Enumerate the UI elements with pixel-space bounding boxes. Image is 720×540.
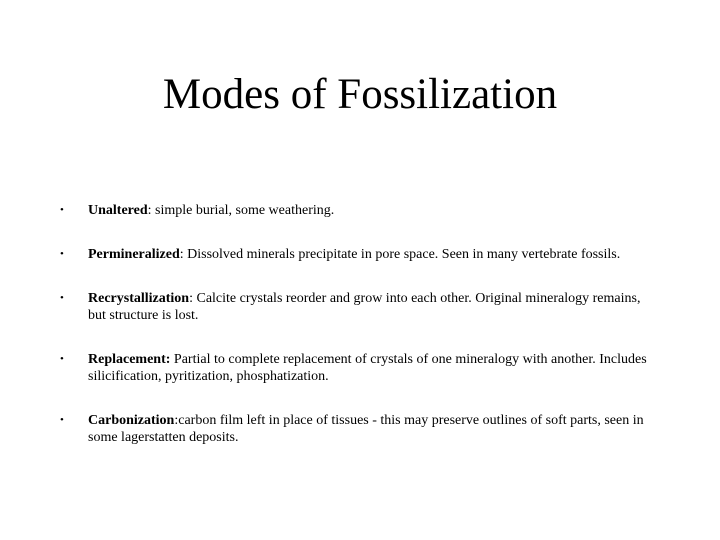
bullet-item-carbonization [60, 412, 660, 446]
bullet-icon: • [60, 414, 64, 426]
bullet-separator: : [174, 413, 179, 428]
bullet-list [60, 202, 660, 473]
bullet-item-recrystallization [60, 290, 660, 324]
slide-title: Modes of Fossilization [162, 71, 558, 118]
bullet-item-replacement [60, 351, 660, 385]
bullet-icon: • [60, 248, 64, 260]
bullet-separator: : [189, 291, 193, 306]
bullet-term: Replacement: [88, 352, 171, 367]
bullet-text: carbon film left in place of tissues - this may preserve outlines of soft parts, seen in some lagerstatten deposits. [88, 413, 644, 445]
bullet-text: simple burial, some weathering. [151, 203, 335, 218]
bullet-separator: : [179, 247, 184, 262]
bullet-separator: : [147, 203, 152, 218]
bullet-icon: • [60, 204, 64, 216]
bullet-item-unaltered [60, 202, 660, 219]
bullet-text: Partial to complete replacement of crystals of one mineralogy with another. Includes silicification, pyritization, phosphatization. [88, 352, 647, 384]
bullet-text: Calcite crystals reorder and grow into each other. Original mineralogy remains, but structure is lost. [88, 291, 641, 323]
bullet-icon: • [60, 353, 64, 365]
bullet-term: Carbonization [88, 413, 175, 428]
bullet-icon: • [60, 292, 64, 304]
bullet-term: Permineralized [88, 247, 180, 262]
bullet-term: Unaltered [88, 203, 148, 218]
bullet-text: Dissolved minerals precipitate in pore space. Seen in many vertebrate fossils. [183, 247, 621, 262]
bullet-item-permineralized [60, 246, 660, 263]
bullet-term: Recrystallization [88, 291, 190, 306]
